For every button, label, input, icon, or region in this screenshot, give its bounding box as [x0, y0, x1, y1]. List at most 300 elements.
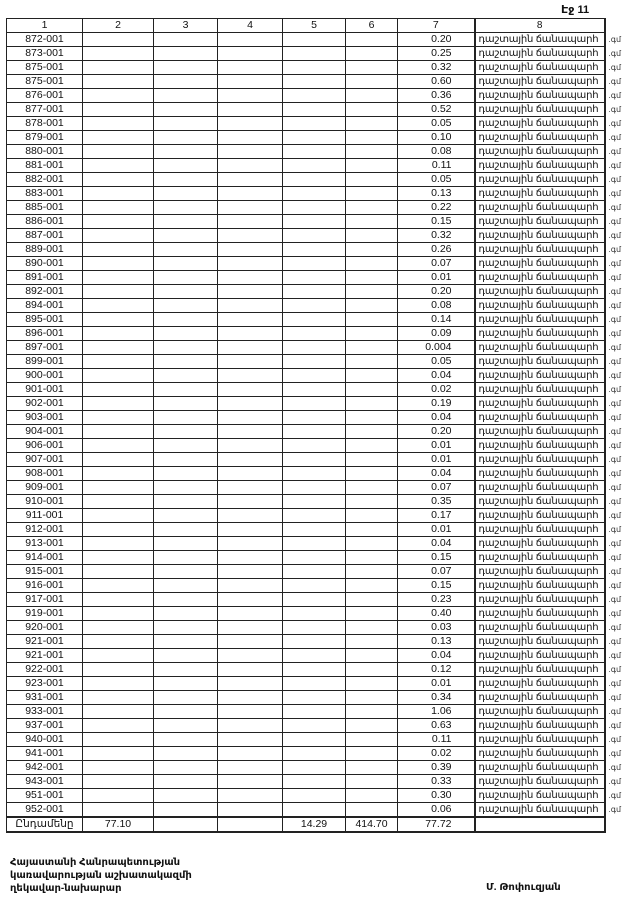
area-value: 0.06 — [398, 803, 475, 818]
table-row — [7, 215, 627, 229]
area-value: 0.04 — [398, 369, 475, 383]
col-6 — [346, 705, 398, 719]
land-type: դաշտային ճանապարհ — [475, 397, 605, 411]
land-type: դաշտային ճանապարհ — [475, 565, 605, 579]
parcel-code: 915-001 — [7, 565, 83, 579]
total-row — [7, 817, 627, 832]
col-5 — [283, 705, 346, 719]
row-suffix: .գմ — [608, 455, 622, 464]
col-5 — [283, 621, 346, 635]
col-5 — [283, 257, 346, 271]
row-suffix: .գմ — [608, 721, 622, 730]
land-type: դաշտային ճանապարհ — [475, 33, 605, 47]
col-4 — [218, 439, 283, 453]
land-type: դաշտային ճանապարհ — [475, 89, 605, 103]
col-5 — [283, 103, 346, 117]
col-4 — [218, 495, 283, 509]
parcel-code: 904-001 — [7, 425, 83, 439]
col-2 — [83, 593, 154, 607]
row-suffix: .գմ — [608, 357, 622, 366]
col-4 — [218, 313, 283, 327]
parcel-code: 878-001 — [7, 117, 83, 131]
col-4 — [218, 243, 283, 257]
row-suffix: .գմ — [608, 77, 622, 86]
col-6 — [346, 61, 398, 75]
signature-line-2: կառավարության աշխատակազմի — [10, 870, 192, 881]
area-value: 0.63 — [398, 719, 475, 733]
col-3 — [154, 719, 218, 733]
parcel-code: 933-001 — [7, 705, 83, 719]
table-header-row — [7, 19, 627, 33]
table-row — [7, 131, 627, 145]
col-6 — [346, 551, 398, 565]
col-4 — [218, 355, 283, 369]
row-suffix: .գմ — [608, 581, 622, 590]
col-4 — [218, 761, 283, 775]
row-suffix: .գմ — [608, 371, 622, 380]
parcel-code: 902-001 — [7, 397, 83, 411]
col-2 — [83, 453, 154, 467]
col-5 — [283, 495, 346, 509]
col-5 — [283, 131, 346, 145]
col-4 — [218, 271, 283, 285]
parcel-code: 951-001 — [7, 789, 83, 803]
row-suffix: .գմ — [608, 469, 622, 478]
land-type: դաշտային ճանապարհ — [475, 439, 605, 453]
col-6 — [346, 789, 398, 803]
col-5 — [283, 523, 346, 537]
col-4 — [218, 103, 283, 117]
parcel-code: 882-001 — [7, 173, 83, 187]
col-4 — [218, 593, 283, 607]
table-row — [7, 607, 627, 621]
col-6 — [346, 803, 398, 818]
col-2 — [83, 187, 154, 201]
col-2 — [83, 719, 154, 733]
table-row — [7, 117, 627, 131]
col-6 — [346, 201, 398, 215]
area-value: 0.33 — [398, 775, 475, 789]
col-2 — [83, 103, 154, 117]
col-2 — [83, 369, 154, 383]
land-type: դաշտային ճանապարհ — [475, 117, 605, 131]
area-value: 0.20 — [398, 33, 475, 47]
col-3 — [154, 285, 218, 299]
col-3 — [154, 579, 218, 593]
col-4 — [218, 159, 283, 173]
row-suffix: .գմ — [608, 413, 622, 422]
col-2 — [83, 551, 154, 565]
table-row — [7, 705, 627, 719]
col-2 — [83, 677, 154, 691]
row-suffix: .գմ — [608, 427, 622, 436]
header-col-6: 6 — [346, 19, 398, 33]
col-5 — [283, 677, 346, 691]
col-4 — [218, 621, 283, 635]
land-type: դաշտային ճանապարհ — [475, 173, 605, 187]
area-value: 0.15 — [398, 579, 475, 593]
col-6 — [346, 649, 398, 663]
parcel-code: 894-001 — [7, 299, 83, 313]
table-row — [7, 803, 627, 818]
land-type: դաշտային ճանապարհ — [475, 677, 605, 691]
col-6 — [346, 355, 398, 369]
col-6 — [346, 327, 398, 341]
area-value: 1.06 — [398, 705, 475, 719]
col-2 — [83, 537, 154, 551]
table-row — [7, 495, 627, 509]
area-value: 0.04 — [398, 537, 475, 551]
land-type: դաշտային ճանապարհ — [475, 453, 605, 467]
land-type: դաշտային ճանապարհ — [475, 103, 605, 117]
land-type: դաշտային ճանապարհ — [475, 243, 605, 257]
col-3 — [154, 523, 218, 537]
col-4 — [218, 719, 283, 733]
area-value: 0.07 — [398, 565, 475, 579]
area-value: 0.03 — [398, 621, 475, 635]
land-type: դաշտային ճանապարհ — [475, 47, 605, 61]
col-4 — [218, 425, 283, 439]
col-2 — [83, 89, 154, 103]
total-col-7: 77.72 — [398, 817, 475, 832]
col-3 — [154, 411, 218, 425]
col-4 — [218, 677, 283, 691]
land-type: դաշտային ճանապարհ — [475, 131, 605, 145]
row-suffix: .գմ — [608, 105, 622, 114]
area-value: 0.22 — [398, 201, 475, 215]
col-6 — [346, 607, 398, 621]
land-type: դաշտային ճանապարհ — [475, 159, 605, 173]
row-suffix: .գմ — [608, 49, 622, 58]
col-2 — [83, 229, 154, 243]
col-5 — [283, 663, 346, 677]
col-2 — [83, 47, 154, 61]
area-value: 0.04 — [398, 411, 475, 425]
col-6 — [346, 229, 398, 243]
col-2 — [83, 635, 154, 649]
area-value: 0.10 — [398, 131, 475, 145]
land-type: դաշտային ճանապարհ — [475, 537, 605, 551]
parcel-code: 909-001 — [7, 481, 83, 495]
area-value: 0.04 — [398, 649, 475, 663]
col-3 — [154, 397, 218, 411]
table-row — [7, 663, 627, 677]
area-value: 0.26 — [398, 243, 475, 257]
col-6 — [346, 383, 398, 397]
col-3 — [154, 747, 218, 761]
col-6 — [346, 719, 398, 733]
col-5 — [283, 565, 346, 579]
total-col-8 — [475, 817, 605, 832]
area-value: 0.60 — [398, 75, 475, 89]
area-value: 0.17 — [398, 509, 475, 523]
parcel-code: 872-001 — [7, 33, 83, 47]
col-2 — [83, 523, 154, 537]
land-type: դաշտային ճանապարհ — [475, 257, 605, 271]
col-6 — [346, 299, 398, 313]
col-2 — [83, 313, 154, 327]
signature-title — [10, 856, 192, 895]
col-5 — [283, 285, 346, 299]
col-6 — [346, 313, 398, 327]
col-6 — [346, 341, 398, 355]
col-4 — [218, 467, 283, 481]
col-5 — [283, 341, 346, 355]
land-type: դաշտային ճանապարհ — [475, 271, 605, 285]
col-3 — [154, 313, 218, 327]
col-5 — [283, 439, 346, 453]
col-5 — [283, 579, 346, 593]
row-suffix: .գմ — [608, 329, 622, 338]
row-suffix: .գմ — [608, 175, 622, 184]
table-row — [7, 635, 627, 649]
land-type: դաշտային ճանապարհ — [475, 733, 605, 747]
col-6 — [346, 103, 398, 117]
col-6 — [346, 159, 398, 173]
parcel-code: 952-001 — [7, 803, 83, 818]
col-3 — [154, 257, 218, 271]
parcel-code: 889-001 — [7, 243, 83, 257]
area-value: 0.36 — [398, 89, 475, 103]
col-3 — [154, 439, 218, 453]
row-suffix: .գմ — [608, 35, 622, 44]
col-4 — [218, 411, 283, 425]
area-value: 0.04 — [398, 467, 475, 481]
parcel-code: 906-001 — [7, 439, 83, 453]
col-6 — [346, 75, 398, 89]
col-4 — [218, 691, 283, 705]
col-6 — [346, 117, 398, 131]
row-suffix: .գմ — [608, 707, 622, 716]
area-value: 0.08 — [398, 145, 475, 159]
land-type: դաշտային ճանապարհ — [475, 201, 605, 215]
col-6 — [346, 271, 398, 285]
row-suffix: .գմ — [608, 385, 622, 394]
row-suffix: .գմ — [608, 343, 622, 352]
col-4 — [218, 257, 283, 271]
col-5 — [283, 327, 346, 341]
table-row — [7, 789, 627, 803]
col-5 — [283, 635, 346, 649]
area-value: 0.40 — [398, 607, 475, 621]
land-type: դաշտային ճանապարհ — [475, 761, 605, 775]
col-6 — [346, 215, 398, 229]
row-suffix: .գմ — [608, 483, 622, 492]
row-suffix: .գմ — [608, 301, 622, 310]
col-3 — [154, 75, 218, 89]
table-row — [7, 677, 627, 691]
col-3 — [154, 565, 218, 579]
col-5 — [283, 313, 346, 327]
parcel-code: 917-001 — [7, 593, 83, 607]
col-6 — [346, 523, 398, 537]
col-6 — [346, 369, 398, 383]
row-suffix: .գմ — [608, 231, 622, 240]
row-suffix: .գմ — [608, 147, 622, 156]
col-4 — [218, 229, 283, 243]
parcel-code: 887-001 — [7, 229, 83, 243]
col-3 — [154, 677, 218, 691]
row-suffix: .գմ — [608, 665, 622, 674]
land-type: դաշտային ճանապարհ — [475, 635, 605, 649]
total-col-3 — [154, 817, 218, 832]
col-3 — [154, 89, 218, 103]
row-suffix: .գմ — [608, 777, 622, 786]
col-4 — [218, 61, 283, 75]
table-row — [7, 397, 627, 411]
col-2 — [83, 33, 154, 47]
row-suffix: .գմ — [608, 693, 622, 702]
total-col-6: 414.70 — [346, 817, 398, 832]
col-2 — [83, 509, 154, 523]
table-row — [7, 229, 627, 243]
area-value: 0.01 — [398, 677, 475, 691]
land-type: դաշտային ճանապարհ — [475, 369, 605, 383]
col-2 — [83, 299, 154, 313]
land-type: դաշտային ճանապարհ — [475, 523, 605, 537]
col-3 — [154, 215, 218, 229]
row-suffix: .գմ — [608, 63, 622, 72]
table-row — [7, 47, 627, 61]
parcel-code: 916-001 — [7, 579, 83, 593]
land-type: դաշտային ճանապարհ — [475, 789, 605, 803]
row-suffix: .գմ — [608, 245, 622, 254]
col-3 — [154, 775, 218, 789]
table-row — [7, 747, 627, 761]
col-4 — [218, 579, 283, 593]
parcel-code: 922-001 — [7, 663, 83, 677]
area-value: 0.30 — [398, 789, 475, 803]
area-value: 0.05 — [398, 355, 475, 369]
col-3 — [154, 803, 218, 818]
table-row — [7, 187, 627, 201]
row-suffix: .գմ — [608, 133, 622, 142]
col-4 — [218, 747, 283, 761]
col-6 — [346, 257, 398, 271]
col-4 — [218, 327, 283, 341]
area-value: 0.14 — [398, 313, 475, 327]
col-5 — [283, 61, 346, 75]
col-4 — [218, 551, 283, 565]
land-type: դաշտային ճանապարհ — [475, 341, 605, 355]
col-6 — [346, 397, 398, 411]
table-row — [7, 565, 627, 579]
col-3 — [154, 355, 218, 369]
row-suffix: .գմ — [608, 315, 622, 324]
col-3 — [154, 481, 218, 495]
table-row — [7, 551, 627, 565]
col-3 — [154, 453, 218, 467]
table-row — [7, 299, 627, 313]
col-5 — [283, 733, 346, 747]
col-3 — [154, 369, 218, 383]
col-5 — [283, 425, 346, 439]
parcel-code: 914-001 — [7, 551, 83, 565]
parcel-code: 891-001 — [7, 271, 83, 285]
parcel-code: 908-001 — [7, 467, 83, 481]
row-suffix: .գմ — [608, 91, 622, 100]
table-row — [7, 103, 627, 117]
land-type: դաշտային ճանապարհ — [475, 313, 605, 327]
col-3 — [154, 243, 218, 257]
col-5 — [283, 75, 346, 89]
parcel-code: 897-001 — [7, 341, 83, 355]
col-4 — [218, 75, 283, 89]
row-suffix: .գմ — [608, 567, 622, 576]
area-value: 0.09 — [398, 327, 475, 341]
col-2 — [83, 439, 154, 453]
col-3 — [154, 467, 218, 481]
col-5 — [283, 537, 346, 551]
row-suffix: .գմ — [608, 287, 622, 296]
area-value: 0.32 — [398, 61, 475, 75]
col-4 — [218, 369, 283, 383]
row-suffix: .գմ — [608, 525, 622, 534]
col-4 — [218, 635, 283, 649]
table-row — [7, 649, 627, 663]
total-col-4 — [218, 817, 283, 832]
col-5 — [283, 691, 346, 705]
col-5 — [283, 607, 346, 621]
col-2 — [83, 355, 154, 369]
col-4 — [218, 117, 283, 131]
table-row — [7, 243, 627, 257]
area-value: 0.12 — [398, 663, 475, 677]
col-2 — [83, 397, 154, 411]
parcel-code: 931-001 — [7, 691, 83, 705]
col-2 — [83, 257, 154, 271]
land-table — [6, 18, 627, 833]
area-value: 0.05 — [398, 117, 475, 131]
table-row — [7, 75, 627, 89]
area-value: 0.13 — [398, 187, 475, 201]
parcel-code: 880-001 — [7, 145, 83, 159]
table-row — [7, 201, 627, 215]
col-5 — [283, 789, 346, 803]
area-value: 0.20 — [398, 425, 475, 439]
col-5 — [283, 215, 346, 229]
col-6 — [346, 677, 398, 691]
land-type: դաշտային ճանապարհ — [475, 75, 605, 89]
land-type: դաշտային ճանապարհ — [475, 803, 605, 818]
col-6 — [346, 145, 398, 159]
parcel-code: 941-001 — [7, 747, 83, 761]
land-type: դաշտային ճանապարհ — [475, 579, 605, 593]
table-row — [7, 327, 627, 341]
col-2 — [83, 481, 154, 495]
col-2 — [83, 201, 154, 215]
total-label: Ընդամենը — [7, 817, 83, 832]
col-4 — [218, 705, 283, 719]
col-4 — [218, 145, 283, 159]
col-2 — [83, 733, 154, 747]
col-6 — [346, 467, 398, 481]
header-col-1: 1 — [7, 19, 83, 33]
col-2 — [83, 215, 154, 229]
col-4 — [218, 201, 283, 215]
land-type: դաշտային ճանապարհ — [475, 61, 605, 75]
col-5 — [283, 117, 346, 131]
col-5 — [283, 47, 346, 61]
col-4 — [218, 299, 283, 313]
land-type: դաշտային ճանապարհ — [475, 215, 605, 229]
col-4 — [218, 803, 283, 818]
col-4 — [218, 47, 283, 61]
table-row — [7, 159, 627, 173]
col-3 — [154, 47, 218, 61]
header-col-8: 8 — [475, 19, 605, 33]
row-suffix: .գմ — [608, 637, 622, 646]
